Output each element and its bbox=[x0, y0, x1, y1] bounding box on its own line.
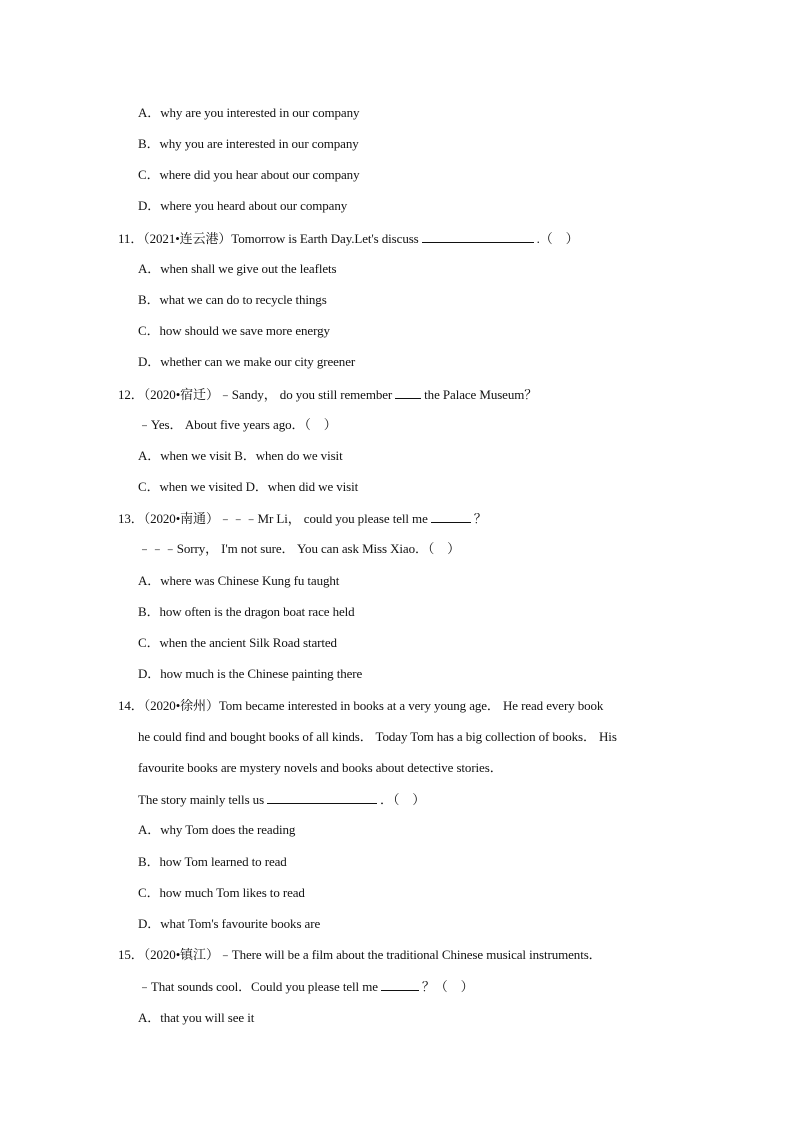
q11-option-d: D．whether can we make our city greener bbox=[138, 354, 356, 369]
q11-stem bbox=[118, 230, 579, 247]
q15-answer-blank bbox=[381, 978, 419, 991]
q14-question bbox=[138, 791, 425, 808]
q15-option-a: A．that you will see it bbox=[138, 1010, 255, 1025]
q14-question-end: ．（ ） bbox=[380, 792, 426, 807]
q11-option-b: B．what we can do to recycle things bbox=[138, 292, 327, 307]
q12-stem-text: 12．（2020•宿迁）﹣Sandy， do you still remember bbox=[118, 387, 393, 402]
q13-reply: ﹣﹣﹣Sorry， I'm not sure． You can ask Miss Xiao．（ ） bbox=[138, 541, 461, 556]
q10-option-c: C．where did you hear about our company bbox=[138, 167, 360, 182]
q13-stem bbox=[118, 510, 487, 527]
q14-option-c: C．how much Tom likes to read bbox=[138, 885, 305, 900]
q11-stem-text: 11．（2021•连云港）Tomorrow is Earth Day.Let's discuss bbox=[118, 231, 419, 246]
q15-stem: 15．（2020•镇江）﹣There will be a film about the traditional Chinese musical instruments． bbox=[118, 947, 602, 962]
q13-option-a: A．where was Chinese Kung fu taught bbox=[138, 573, 340, 588]
q13-stem-end: ？ bbox=[473, 511, 487, 526]
q12-answer-blank bbox=[395, 386, 421, 399]
q15-reply bbox=[138, 978, 473, 995]
q10-option-a: A．why are you interested in our company bbox=[138, 105, 360, 120]
q11-answer-blank bbox=[422, 230, 534, 243]
q12-options-ab: A．when we visit B．when do we visit bbox=[138, 448, 343, 463]
q10-option-d: D．where you heard about our company bbox=[138, 198, 348, 213]
q14-stem-line2: he could find and bought books of all kinds． Today Tom has a big collection of books． His bbox=[138, 729, 617, 744]
q12-reply: ﹣Yes． About five years ago．（ ） bbox=[138, 417, 337, 432]
q14-option-a: A．why Tom does the reading bbox=[138, 822, 296, 837]
q13-stem-text: 13．（2020•南通）﹣﹣﹣Mr Li， could you please tell me bbox=[118, 511, 428, 526]
q14-stem-line1: 14．（2020•徐州）Tom became interested in books at a very young age． He read every book bbox=[118, 698, 604, 713]
q14-option-d: D．what Tom's favourite books are bbox=[138, 916, 321, 931]
q12-options-cd: C．when we visited D．when did we visit bbox=[138, 479, 359, 494]
q12-stem-end: the Palace Museum？ bbox=[424, 387, 538, 402]
q10-option-b: B．why you are interested in our company bbox=[138, 136, 359, 151]
q11-option-c: C．how should we save more energy bbox=[138, 323, 330, 338]
q13-option-b: B．how often is the dragon boat race held bbox=[138, 604, 355, 619]
q11-option-a: A．when shall we give out the leaflets bbox=[138, 261, 337, 276]
q14-option-b: B．how Tom learned to read bbox=[138, 854, 287, 869]
q14-question-text: The story mainly tells us bbox=[138, 792, 265, 807]
q12-stem bbox=[118, 386, 537, 403]
q14-stem-line3: favourite books are mystery novels and books about detective stories． bbox=[138, 760, 503, 775]
q14-answer-blank bbox=[267, 791, 377, 804]
q15-reply-end: ？（ ） bbox=[421, 979, 474, 994]
q13-option-c: C．when the ancient Silk Road started bbox=[138, 635, 337, 650]
q13-answer-blank bbox=[431, 510, 471, 523]
q15-reply-text: ﹣That sounds cool．Could you please tell me bbox=[138, 979, 378, 994]
q13-option-d: D．how much is the Chinese painting there bbox=[138, 666, 363, 681]
q11-stem-end: .（ ） bbox=[536, 231, 579, 246]
